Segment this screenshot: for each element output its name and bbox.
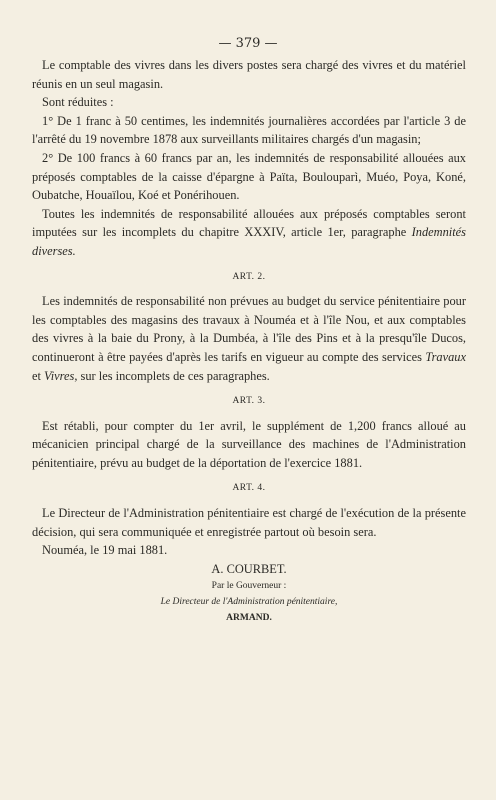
paragraph: Le comptable des vivres dans les divers postes sera chargé des vivres et du matériel réunis en un seul magasin. — [32, 58, 466, 91]
paragraph: 2° De 100 francs à 60 francs par an, les indemnités de responsabilité allouées aux préposés comptables de la caisse d'épargne à Païta, Boulouparì, Muéo, Poya, Koné, Oubatche, Houaïlou, Koé et Ponérihouen. — [32, 150, 466, 203]
paragraph — [32, 205, 466, 261]
paragraph-text: et — [32, 368, 45, 383]
paragraph-emphasis: Vivres — [44, 368, 75, 383]
paragraph: Est rétabli, pour compter du 1er avril, le supplément de 1,200 francs alloué au mécanicien principal chargé de la surveillance des machines de l'Administration pénitentiaire, prévu au budget de la déportation de l'exercice 1881. — [32, 418, 466, 470]
signature-signer: ARMAND. — [226, 613, 272, 624]
article-heading: ART. 4. — [232, 483, 266, 494]
document-body — [32, 56, 466, 626]
date-line: Nouméa, le 19 mai 1881. — [42, 543, 168, 558]
paragraph-emphasis: Travaux — [425, 349, 466, 364]
page-number: — 379 — — [218, 36, 278, 51]
paragraph: Sont réduites : — [42, 95, 114, 110]
signature-name: A. COURBET. — [211, 561, 287, 576]
paragraph — [32, 292, 466, 385]
article-heading: ART. 2. — [232, 271, 266, 282]
paragraph-text: Les indemnités de responsabilité non prévues au budget du service pénitentiaire pour les comptables des magasins des travaux à Nouméa et à l'île Nou, et aux comptables des vivres à la baie du Prony, à la Dumbéa, à l'île des Pins et à la presqu'île Ducos, continueront à être payées d'après les tarifs en vigueur au compte des services — [32, 294, 466, 364]
paragraph-emphasis: Indemnités diverses. — [32, 225, 466, 258]
signature-title: Le Directeur de l'Administration pénitentiaire, — [160, 597, 338, 608]
paragraph: Le Directeur de l'Administration pénitentiaire est chargé de l'exécution de la présente décision, qui sera communiquée et enregistrée partout où besoin sera. — [32, 506, 466, 539]
paragraph-text: , sur les incomplets de ces paragraphes. — [74, 368, 270, 383]
paragraph: 1° De 1 franc à 50 centimes, les indemnités journalières accordées par l'article 3 de l'arrêté du 19 novembre 1878 aux surveillants militaires chargés d'un magasin; — [32, 113, 466, 147]
paragraph-text: Toutes les indemnités de responsabilité allouées aux préposés comptables seront imputées sur les incomplets du chapitre XXXIV, article 1er, paragraphe — [32, 206, 466, 240]
signature-for: Par le Gouverneur : — [211, 581, 287, 592]
article-heading: ART. 3. — [232, 396, 266, 407]
